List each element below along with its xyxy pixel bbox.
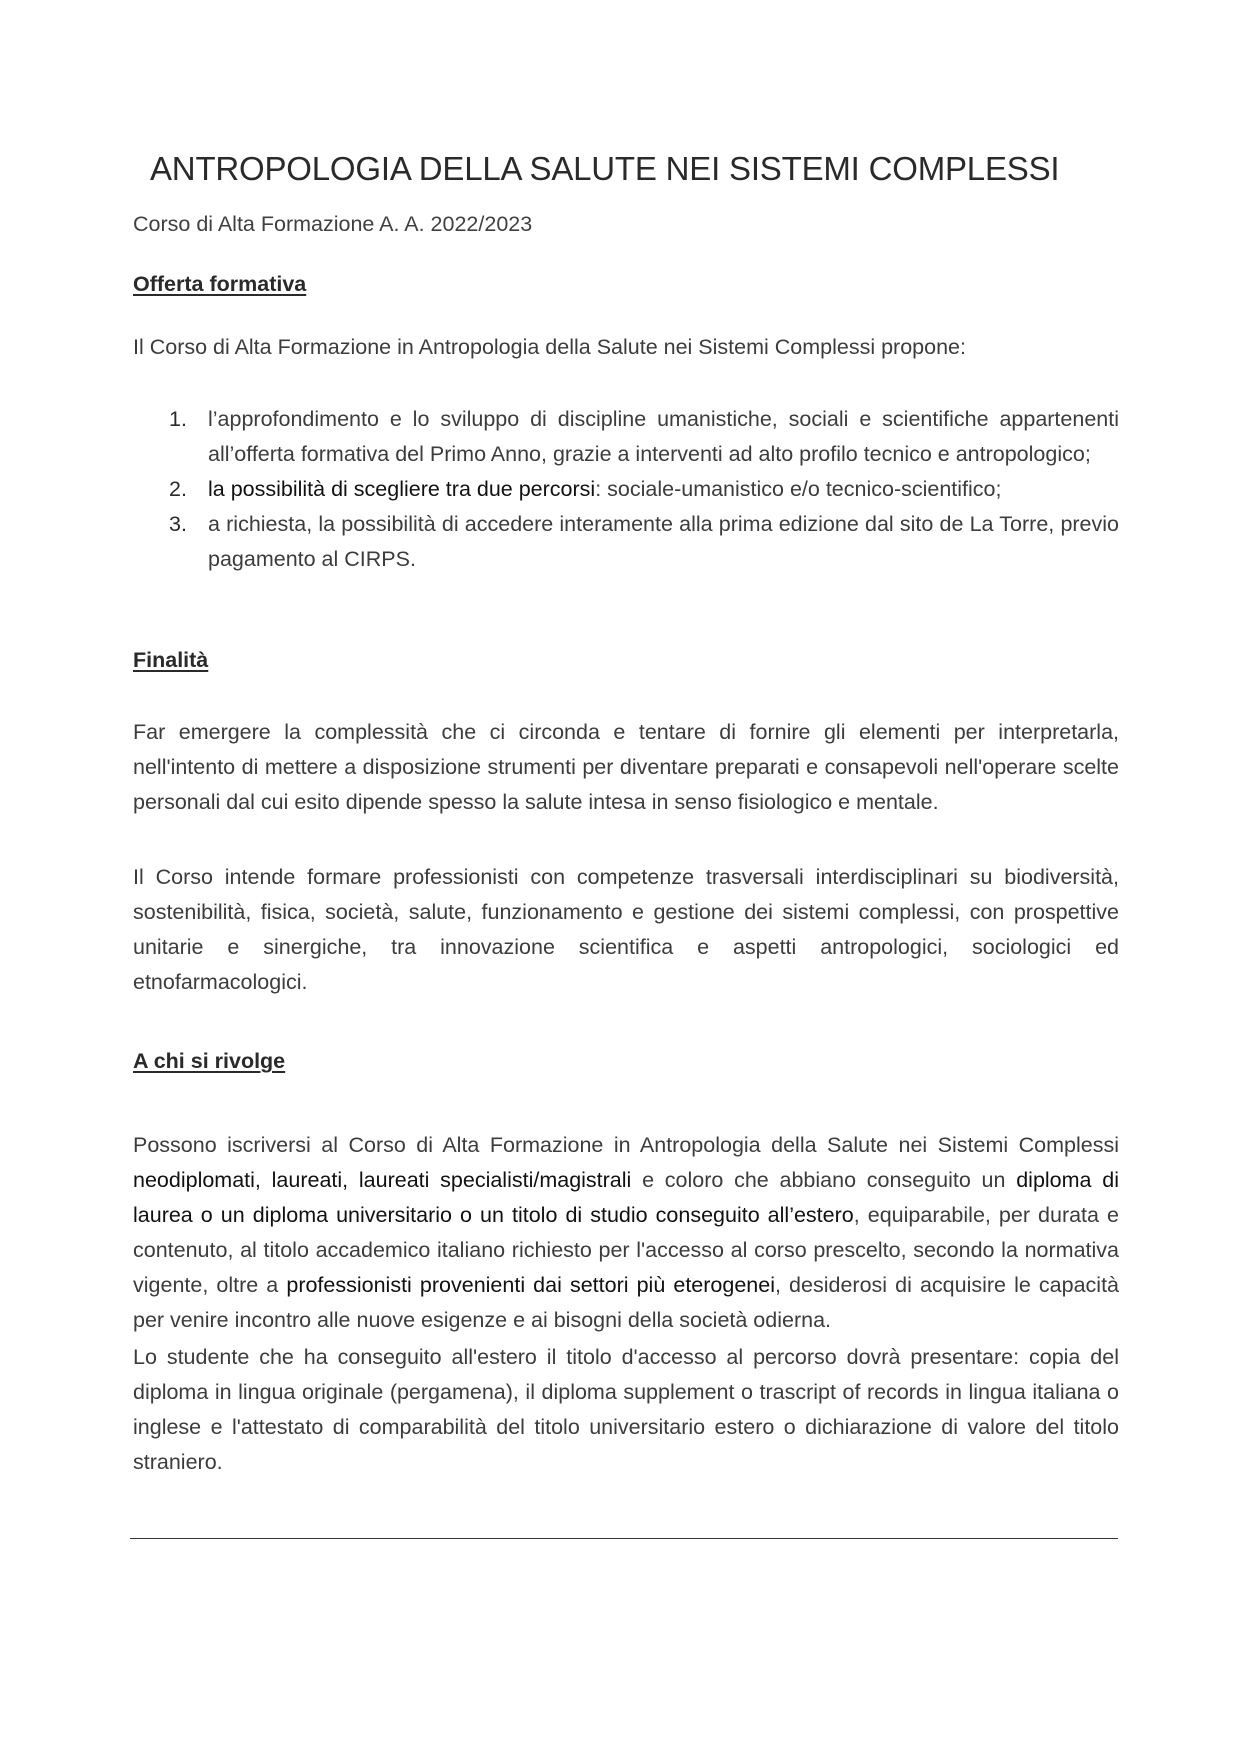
heading-finalita: Finalità bbox=[133, 648, 209, 672]
document-subtitle: Corso di Alta Formazione A. A. 2022/2023 bbox=[133, 212, 533, 236]
list-item bbox=[133, 402, 1119, 472]
offerta-intro: Il Corso di Alta Formazione in Antropologia della Salute nei Sistemi Complessi propone: bbox=[133, 335, 966, 359]
finalita-paragraph-1: Far emergere la complessità che ci circonda e tentare di fornire gli elementi per interpretarla, nell'intento di mettere a disposizione strumenti per diventare preparati e consapevoli nell'operare scelte personali dal cui esito dipende spesso la salute intesa in senso fisiologico e mentale. bbox=[133, 720, 1119, 814]
list-item bbox=[133, 472, 1119, 507]
list-item-number: 3. bbox=[169, 512, 187, 536]
emphasis-run: diploma di laurea o un diploma universitario o un titolo di studio conseguito all’estero bbox=[133, 1168, 1119, 1227]
list-item-text: a richiesta, la possibilità di accedere interamente alla prima edizione dal sito de La Torre, previo pagamento al CIRPS. bbox=[208, 512, 1119, 571]
list-item-text: : sociale-umanistico e/o tecnico-scientifico; bbox=[595, 477, 1002, 501]
text-run: e coloro che abbiano conseguito un bbox=[631, 1168, 1017, 1192]
offerta-list bbox=[133, 402, 1119, 577]
text-run: , equiparabile, per durata e contenuto, al titolo accademico italiano richiesto per l'accesso al corso prescelto, secondo la normativa vigente, oltre a bbox=[133, 1203, 1119, 1297]
heading-offerta-formativa: Offerta formativa bbox=[133, 272, 307, 296]
destinatari-paragraph-1 bbox=[133, 1128, 1119, 1338]
text-run: Possono iscriversi al Corso di Alta Formazione in Antropologia della Salute nei Sistemi Complessi bbox=[133, 1133, 1119, 1157]
list-item-number: 1. bbox=[169, 407, 187, 431]
list-item-text: l’approfondimento e lo sviluppo di discipline umanistiche, sociali e scientifiche appartenenti all’offerta formativa del Primo Anno, grazie a interventi ad alto profilo tecnico e antropologico; bbox=[208, 407, 1119, 466]
list-item-number: 2. bbox=[169, 477, 187, 501]
heading-a-chi-si-rivolge: A chi si rivolge bbox=[133, 1049, 286, 1073]
list-item bbox=[133, 507, 1119, 577]
emphasis-run: professionisti provenienti dai settori più eterogenei bbox=[286, 1273, 775, 1297]
list-item-emphasis: la possibilità di scegliere tra due percorsi bbox=[208, 477, 596, 501]
emphasis-run: neodiplomati, laureati, laureati specialisti/magistrali bbox=[133, 1168, 632, 1192]
text-run: , desiderosi di acquisire le capacità per venire incontro alle nuove esigenze e ai bisogni della società odierna. bbox=[133, 1273, 1119, 1332]
destinatari-paragraph-2: Lo studente che ha conseguito all'estero il titolo d'accesso al percorso dovrà presentare: copia del diploma in lingua originale (pergamena), il diploma supplement o trascript of records in lingua italiana o inglese e l'attestato di comparabilità del titolo universitario estero o dichiarazione di valore del titolo straniero. bbox=[133, 1345, 1119, 1474]
finalita-paragraph-2: Il Corso intende formare professionisti con competenze trasversali interdisciplinari su biodiversità, sostenibilità, fisica, società, salute, funzionamento e gestione dei sistemi complessi, con prospettive unitarie e sinergiche, tra innovazione scientifica e aspetti antropologici, sociologici ed etnofarmacologici. bbox=[133, 865, 1119, 994]
document-title: ANTROPOLOGIA DELLA SALUTE NEI SISTEMI COMPLESSI bbox=[150, 150, 1060, 187]
footer-divider bbox=[130, 1538, 1118, 1539]
